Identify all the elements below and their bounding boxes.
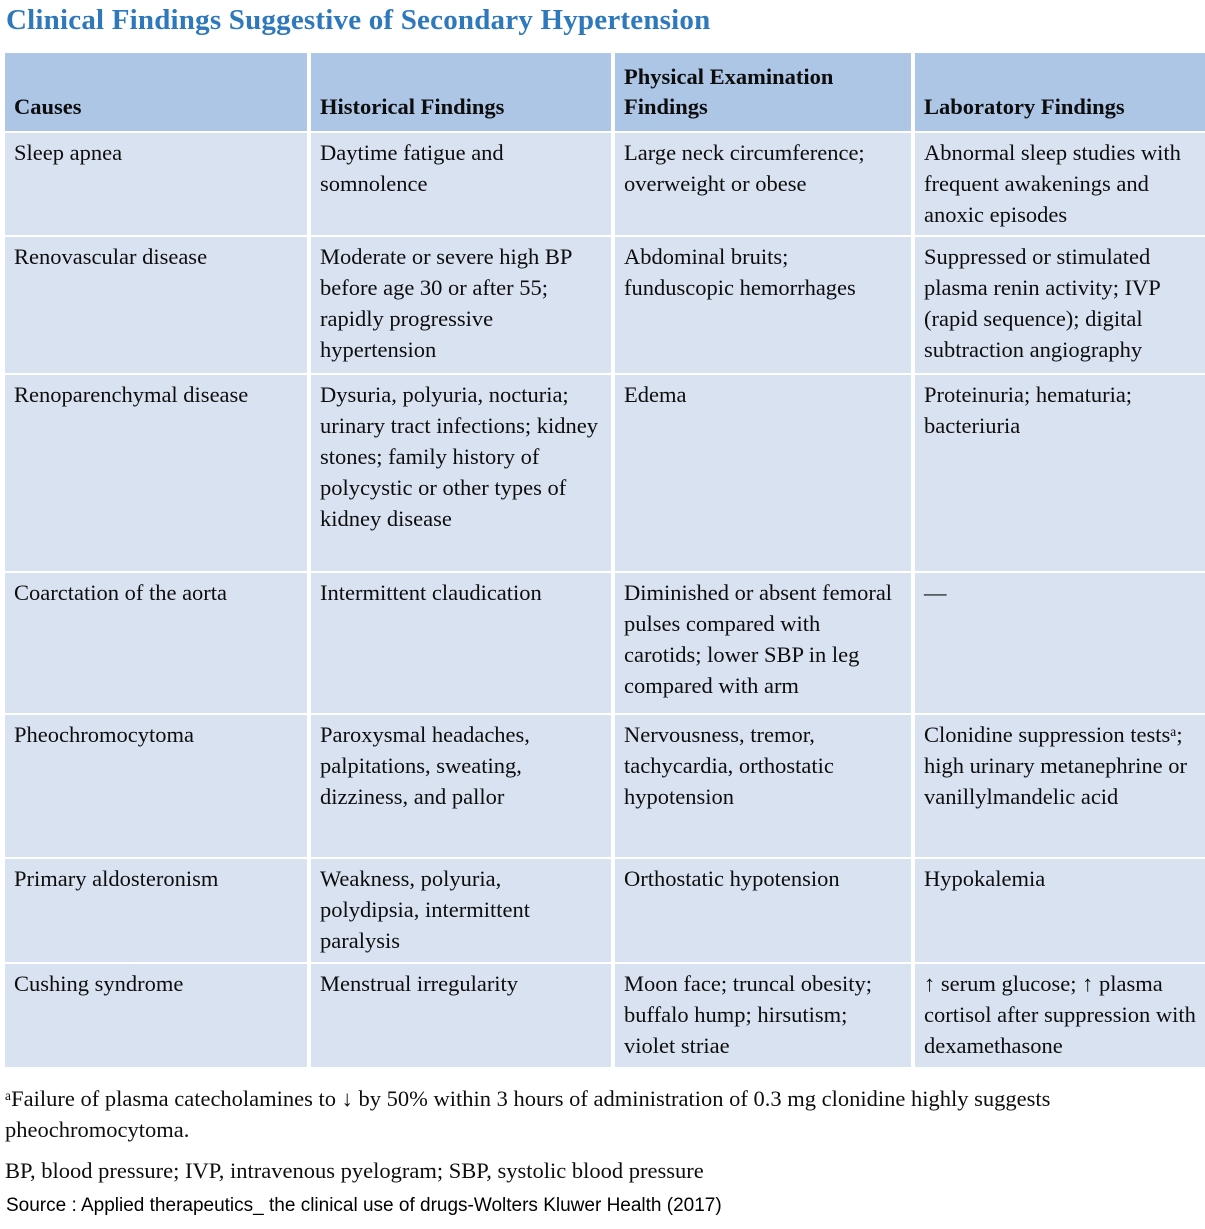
laboratory-findings-cell: Hypokalemia xyxy=(915,859,1205,962)
historical-findings-cell: Moderate or severe high BP before age 30 or after 55; rapidly progressive hypertension xyxy=(311,237,611,373)
abbreviations-note: BP, blood pressure; IVP, intravenous pyelogram; SBP, systolic blood pressure xyxy=(5,1158,704,1183)
physical-findings-cell: Edema xyxy=(615,375,911,571)
cause-cell: Sleep apnea xyxy=(5,133,307,235)
laboratory-findings-cell: — xyxy=(915,573,1205,713)
historical-findings-cell: Dysuria, polyuria, nocturia; urinary tract infections; kidney stones; family history of polycystic or other types of kidney disease xyxy=(311,375,611,571)
cause-cell: Primary aldosteronism xyxy=(5,859,307,962)
physical-findings-cell: Abdominal bruits; funduscopic hemorrhages xyxy=(615,237,911,373)
cause-cell: Coarctation of the aorta xyxy=(5,573,307,713)
physical-findings-cell: Nervousness, tremor, tachycardia, orthostatic hypotension xyxy=(615,715,911,857)
laboratory-findings-cell: ↑ serum glucose; ↑ plasma cortisol after suppression with dexamethasone xyxy=(915,964,1205,1067)
source-note: Source : Applied therapeutics_ the clinical use of drugs-Wolters Kluwer Health (2017) xyxy=(6,1195,722,1216)
laboratory-findings-cell: Clonidine suppression testsᵃ; high urinary metanephrine or vanillylmandelic acid xyxy=(915,715,1205,857)
physical-findings-cell: Moon face; truncal obesity; buffalo hump; hirsutism; violet striae xyxy=(615,964,911,1067)
cause-cell: Cushing syndrome xyxy=(5,964,307,1067)
cause-cell: Renovascular disease xyxy=(5,237,307,373)
laboratory-findings-cell: Suppressed or stimulated plasma renin activity; IVP (rapid sequence); digital subtraction angiography xyxy=(915,237,1205,373)
historical-findings-cell: Weakness, polyuria, polydipsia, intermittent paralysis xyxy=(311,859,611,962)
column-header-physical-examination-findings: Physical Examination Findings xyxy=(615,53,911,131)
historical-findings-cell: Intermittent claudication xyxy=(311,573,611,713)
historical-findings-cell: Menstrual irregularity xyxy=(311,964,611,1067)
secondary-hypertension-table xyxy=(5,53,1205,1067)
physical-findings-cell: Orthostatic hypotension xyxy=(615,859,911,962)
cause-cell: Renoparenchymal disease xyxy=(5,375,307,571)
physical-findings-cell: Large neck circumference; overweight or obese xyxy=(615,133,911,235)
column-header-historical-findings: Historical Findings xyxy=(311,53,611,131)
column-header-causes: Causes xyxy=(5,53,307,131)
physical-findings-cell: Diminished or absent femoral pulses compared with carotids; lower SBP in leg compared with arm xyxy=(615,573,911,713)
footnotes-section xyxy=(5,1083,1203,1186)
cause-cell: Pheochromocytoma xyxy=(5,715,307,857)
historical-findings-cell: Daytime fatigue and somnolence xyxy=(311,133,611,235)
footnote-a: ᵃFailure of plasma catecholamines to ↓ by 50% within 3 hours of administration of 0.3 mg clonidine highly suggests pheochromocytoma. xyxy=(5,1086,1051,1142)
historical-findings-cell: Paroxysmal headaches, palpitations, sweating, dizziness, and pallor xyxy=(311,715,611,857)
column-header-laboratory-findings: Laboratory Findings xyxy=(915,53,1205,131)
laboratory-findings-cell: Abnormal sleep studies with frequent awakenings and anoxic episodes xyxy=(915,133,1205,235)
laboratory-findings-cell: Proteinuria; hematuria; bacteriuria xyxy=(915,375,1205,571)
page-title: Clinical Findings Suggestive of Secondary Hypertension xyxy=(6,4,711,36)
